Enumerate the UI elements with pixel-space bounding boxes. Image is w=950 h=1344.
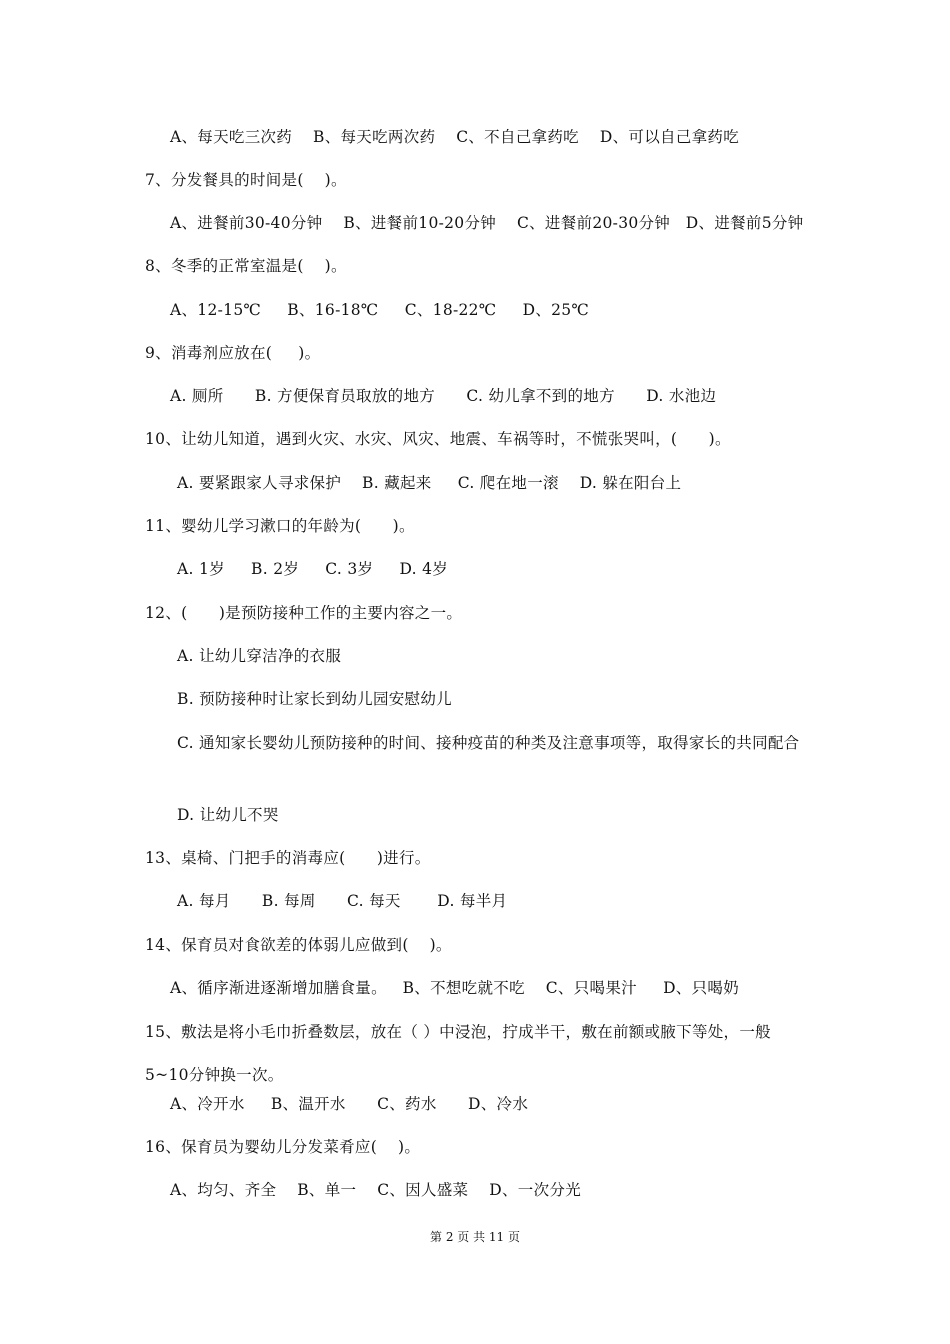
q15-question: 15、敷法是将小毛巾折叠数层，放在（ ）中浸泡，拧成半干，敷在前额或腋下等处，一般5~10分钟换一次。 bbox=[145, 1023, 771, 1084]
q10-question: 10、让幼儿知道，遇到火灾、水灾、风灾、地震、车祸等时，不慌张哭叫，( )。 bbox=[145, 430, 731, 448]
q12-option-b: B. 预防接种时让家长到幼儿园安慰幼儿 bbox=[177, 690, 452, 708]
q6-options: A、每天吃三次药 B、每天吃两次药 C、不自己拿药吃 D、可以自己拿药吃 bbox=[170, 128, 739, 146]
q14-options: A、循序渐进逐渐增加膳食量。 B、不想吃就不吃 C、只喝果汁 D、只喝奶 bbox=[170, 979, 739, 997]
q7-options: A、进餐前30-40分钟 B、进餐前10-20分钟 C、进餐前20-30分钟 D、进餐前5分钟 bbox=[170, 214, 804, 232]
q13-options: A. 每月 B. 每周 C. 每天 D. 每半月 bbox=[177, 892, 508, 910]
q9-question: 9、消毒剂应放在( )。 bbox=[145, 344, 321, 362]
q11-question: 11、婴幼儿学习漱口的年龄为( )。 bbox=[145, 517, 415, 535]
q12-option-a: A. 让幼儿穿洁净的衣服 bbox=[177, 647, 342, 665]
q16-question: 16、保育员为婴幼儿分发菜肴应( )。 bbox=[145, 1138, 421, 1156]
page-footer: 第 2 页 共 11 页 bbox=[430, 1230, 520, 1244]
q13-question: 13、桌椅、门把手的消毒应( )进行。 bbox=[145, 849, 431, 867]
q10-options: A. 要紧跟家人寻求保护 B. 藏起来 C. 爬在地一滚 D. 躲在阳台上 bbox=[177, 474, 682, 492]
q11-options: A. 1岁 B. 2岁 C. 3岁 D. 4岁 bbox=[177, 560, 449, 578]
q12-option-d: D. 让幼儿不哭 bbox=[177, 806, 279, 824]
q12-question: 12、( )是预防接种工作的主要内容之一。 bbox=[145, 604, 463, 622]
q14-question: 14、保育员对食欲差的体弱儿应做到( )。 bbox=[145, 936, 452, 954]
q7-question: 7、分发餐具的时间是( )。 bbox=[145, 171, 347, 189]
q8-options: A、12-15℃ B、16-18℃ C、18-22℃ D、25℃ bbox=[170, 301, 590, 319]
q12-option-c: C. 通知家长婴幼儿预防接种的时间、接种疫苗的种类及注意事项等，取得家长的共同配合 bbox=[177, 734, 800, 752]
q16-options: A、均匀、齐全 B、单一 C、因人盛菜 D、一次分光 bbox=[170, 1181, 581, 1199]
q15-options: A、冷开水 B、温开水 C、药水 D、冷水 bbox=[170, 1095, 529, 1113]
q8-question: 8、冬季的正常室温是( )。 bbox=[145, 257, 347, 275]
q9-options: A. 厕所 B. 方便保育员取放的地方 C. 幼儿拿不到的地方 D. 水池边 bbox=[170, 387, 717, 405]
